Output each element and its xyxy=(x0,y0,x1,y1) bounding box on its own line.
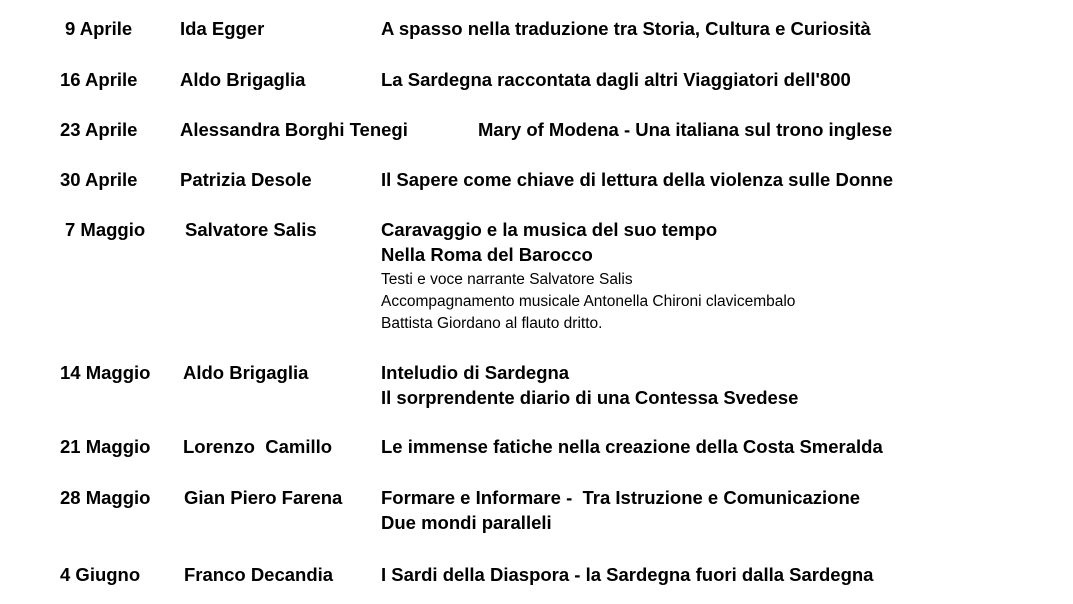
event-title: La Sardegna raccontata dagli altri Viaggiatori dell'800 xyxy=(381,69,851,90)
event-date: 28 Maggio xyxy=(60,487,151,508)
event-note: Accompagnamento musicale Antonella Chironi clavicembalo xyxy=(381,293,796,310)
event-subtitle: Due mondi paralleli xyxy=(381,512,552,533)
event-speaker: Gian Piero Farena xyxy=(184,487,343,508)
event-date: 4 Giugno xyxy=(60,564,141,585)
event-date: 14 Maggio xyxy=(60,362,151,383)
event-subtitle: Il sorprendente diario di una Contessa Svedese xyxy=(381,387,799,408)
event-note: Testi e voce narrante Salvatore Salis xyxy=(381,271,633,288)
event-speaker: Lorenzo Camillo xyxy=(183,436,333,457)
event-speaker: Aldo Brigaglia xyxy=(183,362,309,383)
event-title: Il Sapere come chiave di lettura della violenza sulle Donne xyxy=(381,169,894,190)
event-date: 16 Aprile xyxy=(60,69,138,90)
event-speaker: Patrizia Desole xyxy=(180,169,312,190)
event-title: Caravaggio e la musica del suo tempo xyxy=(381,219,718,240)
event-title: Inteludio di Sardegna xyxy=(381,362,570,383)
event-date: 30 Aprile xyxy=(60,169,138,190)
event-title: I Sardi della Diaspora - la Sardegna fuori dalla Sardegna xyxy=(381,564,874,585)
event-speaker: Ida Egger xyxy=(180,18,265,39)
event-note: Battista Giordano al flauto dritto. xyxy=(381,315,603,332)
event-title: Le immense fatiche nella creazione della Costa Smeralda xyxy=(381,436,883,457)
event-date: 23 Aprile xyxy=(60,119,138,140)
event-title: A spasso nella traduzione tra Storia, Cultura e Curiosità xyxy=(381,18,871,39)
event-speaker: Aldo Brigaglia xyxy=(180,69,306,90)
event-title: Formare e Informare - Tra Istruzione e Comunicazione xyxy=(381,487,861,508)
event-speaker: Salvatore Salis xyxy=(185,219,317,240)
event-date: 21 Maggio xyxy=(60,436,151,457)
event-date: 7 Maggio xyxy=(65,219,146,240)
event-subtitle: Nella Roma del Barocco xyxy=(381,244,593,265)
event-title: Mary of Modena - Una italiana sul trono inglese xyxy=(478,119,893,140)
event-speaker: Franco Decandia xyxy=(184,564,334,585)
event-speaker: Alessandra Borghi Tenegi xyxy=(180,119,408,140)
event-date: 9 Aprile xyxy=(65,18,133,39)
